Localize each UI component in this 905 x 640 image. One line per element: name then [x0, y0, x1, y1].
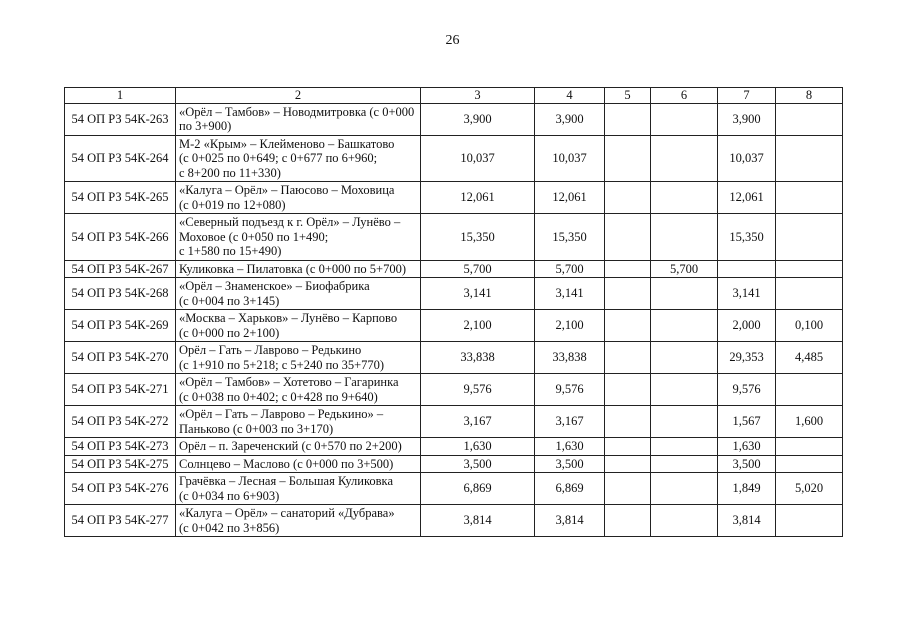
road-name-cell	[176, 278, 421, 310]
value-cell-c8	[776, 374, 843, 406]
value-cell-c3: 10,037	[421, 135, 535, 182]
value-cell-c7: 1,849	[718, 473, 776, 505]
table-row	[65, 455, 843, 473]
road-name-cell	[176, 473, 421, 505]
table-row	[65, 135, 843, 182]
value-cell-c6	[651, 374, 718, 406]
value-cell-c5	[605, 278, 651, 310]
road-name-line: «Калуга – Орёл» – Паюсово – Моховица	[179, 183, 395, 197]
road-name-line: «Орёл – Знаменское» – Биофабрика	[179, 279, 370, 293]
value-cell-c3: 12,061	[421, 182, 535, 214]
table-row	[65, 374, 843, 406]
road-code-cell: 54 ОП РЗ 54К-272	[65, 406, 176, 438]
value-cell-c5	[605, 214, 651, 261]
value-cell-c6	[651, 278, 718, 310]
value-cell-c8	[776, 260, 843, 278]
value-cell-c8	[776, 505, 843, 537]
table-row	[65, 182, 843, 214]
road-code-cell: 54 ОП РЗ 54К-268	[65, 278, 176, 310]
value-cell-c6	[651, 473, 718, 505]
value-cell-c5	[605, 135, 651, 182]
value-cell-c4: 1,630	[535, 438, 605, 456]
value-cell-c4: 33,838	[535, 342, 605, 374]
road-code-cell: 54 ОП РЗ 54К-270	[65, 342, 176, 374]
value-cell-c8	[776, 135, 843, 182]
value-cell-c5	[605, 182, 651, 214]
value-cell-c4: 3,814	[535, 505, 605, 537]
value-cell-c3: 33,838	[421, 342, 535, 374]
road-name-line: Орёл – Гать – Лаврово – Редькино	[179, 343, 362, 357]
value-cell-c7: 9,576	[718, 374, 776, 406]
value-cell-c6	[651, 438, 718, 456]
road-code-cell: 54 ОП РЗ 54К-277	[65, 505, 176, 537]
header-cell: 7	[718, 88, 776, 104]
road-name-line: «Северный подъезд к г. Орёл» – Лунёво –	[179, 215, 401, 229]
value-cell-c3: 3,167	[421, 406, 535, 438]
road-name-cell	[176, 342, 421, 374]
value-cell-c5	[605, 342, 651, 374]
value-cell-c3: 15,350	[421, 214, 535, 261]
value-cell-c5	[605, 260, 651, 278]
table-row	[65, 473, 843, 505]
value-cell-c6	[651, 182, 718, 214]
value-cell-c7: 3,500	[718, 455, 776, 473]
road-name-line: Солнцево – Маслово (с 0+000 по 3+500)	[179, 456, 394, 471]
road-code-cell: 54 ОП РЗ 54К-266	[65, 214, 176, 261]
table-row	[65, 406, 843, 438]
value-cell-c4: 15,350	[535, 214, 605, 261]
road-code-cell: 54 ОП РЗ 54К-267	[65, 260, 176, 278]
road-name-line: (с 0+042 по 3+856)	[179, 520, 280, 535]
value-cell-c3: 5,700	[421, 260, 535, 278]
value-cell-c5	[605, 505, 651, 537]
road-code-cell: 54 ОП РЗ 54К-273	[65, 438, 176, 456]
value-cell-c8	[776, 182, 843, 214]
value-cell-c3: 3,500	[421, 455, 535, 473]
road-name-cell	[176, 374, 421, 406]
road-code-cell: 54 ОП РЗ 54К-276	[65, 473, 176, 505]
value-cell-c6	[651, 103, 718, 135]
value-cell-c4: 3,141	[535, 278, 605, 310]
value-cell-c6	[651, 310, 718, 342]
value-cell-c8	[776, 278, 843, 310]
header-cell: 1	[65, 88, 176, 104]
header-cell: 2	[176, 88, 421, 104]
road-name-cell	[176, 182, 421, 214]
value-cell-c7: 1,630	[718, 438, 776, 456]
value-cell-c3: 3,814	[421, 505, 535, 537]
value-cell-c7: 1,567	[718, 406, 776, 438]
value-cell-c8	[776, 455, 843, 473]
road-code-cell: 54 ОП РЗ 54К-265	[65, 182, 176, 214]
value-cell-c8	[776, 214, 843, 261]
value-cell-c6	[651, 455, 718, 473]
road-name-line: (с 0+025 по 0+649; с 0+677 по 6+960;	[179, 151, 378, 165]
value-cell-c6	[651, 505, 718, 537]
value-cell-c6	[651, 135, 718, 182]
road-code-cell: 54 ОП РЗ 54К-275	[65, 455, 176, 473]
header-cell: 3	[421, 88, 535, 104]
road-name-line: Грачёвка – Лесная – Большая Куликовка	[179, 474, 393, 488]
value-cell-c8: 4,485	[776, 342, 843, 374]
value-cell-c7: 3,900	[718, 103, 776, 135]
table-row	[65, 505, 843, 537]
road-name-cell	[176, 103, 421, 135]
value-cell-c3: 9,576	[421, 374, 535, 406]
road-name-line: (с 0+034 по 6+903)	[179, 488, 280, 503]
value-cell-c4: 2,100	[535, 310, 605, 342]
value-cell-c3: 2,100	[421, 310, 535, 342]
table-row	[65, 342, 843, 374]
road-name-line: Куликовка – Пилатовка (с 0+000 по 5+700)	[179, 261, 407, 276]
road-name-line: с 1+580 по 15+490)	[179, 244, 282, 258]
road-name-line: (с 1+910 по 5+218; с 5+240 по 35+770)	[179, 357, 385, 372]
value-cell-c7: 29,353	[718, 342, 776, 374]
page-number: 26	[445, 33, 460, 48]
value-cell-c5	[605, 406, 651, 438]
value-cell-c6	[651, 214, 718, 261]
road-name-line: «Москва – Харьков» – Лунёво – Карпово	[179, 311, 398, 325]
road-name-line: «Калуга – Орёл» – санаторий «Дубрава»	[179, 506, 395, 520]
value-cell-c4: 3,167	[535, 406, 605, 438]
value-cell-c8: 0,100	[776, 310, 843, 342]
road-code-cell: 54 ОП РЗ 54К-269	[65, 310, 176, 342]
value-cell-c5	[605, 310, 651, 342]
value-cell-c8	[776, 103, 843, 135]
value-cell-c4: 6,869	[535, 473, 605, 505]
road-name-line: М-2 «Крым» – Клейменово – Башкатово	[179, 136, 395, 151]
road-code-cell: 54 ОП РЗ 54К-263	[65, 103, 176, 135]
table-row	[65, 278, 843, 310]
road-name-cell	[176, 260, 421, 278]
road-name-line: (с 0+019 по 12+080)	[179, 197, 286, 212]
header-cell: 4	[535, 88, 605, 104]
road-name-line: «Орёл – Тамбов» – Новодмитровка (с 0+000	[179, 104, 415, 119]
road-name-cell	[176, 135, 421, 182]
road-code-cell: 54 ОП РЗ 54К-271	[65, 374, 176, 406]
roads-table	[64, 87, 843, 537]
table-row	[65, 214, 843, 261]
value-cell-c5	[605, 103, 651, 135]
header-cell: 8	[776, 88, 843, 104]
value-cell-c5	[605, 473, 651, 505]
road-name-line: Паньково (с 0+003 по 3+170)	[179, 421, 334, 436]
value-cell-c8: 5,020	[776, 473, 843, 505]
value-cell-c7: 15,350	[718, 214, 776, 261]
value-cell-c7: 10,037	[718, 135, 776, 182]
road-name-cell	[176, 214, 421, 261]
road-name-cell	[176, 438, 421, 456]
value-cell-c7: 3,814	[718, 505, 776, 537]
value-cell-c3: 1,630	[421, 438, 535, 456]
value-cell-c5	[605, 374, 651, 406]
table-row	[65, 260, 843, 278]
value-cell-c7	[718, 260, 776, 278]
road-name-cell	[176, 406, 421, 438]
value-cell-c5	[605, 455, 651, 473]
road-name-cell	[176, 310, 421, 342]
value-cell-c4: 5,700	[535, 260, 605, 278]
road-code-cell: 54 ОП РЗ 54К-264	[65, 135, 176, 182]
road-name-cell	[176, 455, 421, 473]
value-cell-c4: 3,500	[535, 455, 605, 473]
header-cell: 6	[651, 88, 718, 104]
value-cell-c3: 6,869	[421, 473, 535, 505]
value-cell-c8	[776, 438, 843, 456]
value-cell-c6: 5,700	[651, 260, 718, 278]
road-name-line: (с 0+038 по 0+402; с 0+428 по 9+640)	[179, 389, 378, 404]
road-name-line: по 3+900)	[179, 119, 232, 133]
header-cell: 5	[605, 88, 651, 104]
value-cell-c5	[605, 438, 651, 456]
road-name-cell	[176, 505, 421, 537]
value-cell-c7: 2,000	[718, 310, 776, 342]
value-cell-c6	[651, 342, 718, 374]
road-name-line: (с 0+000 по 2+100)	[179, 325, 280, 340]
value-cell-c4: 9,576	[535, 374, 605, 406]
value-cell-c4: 3,900	[535, 103, 605, 135]
value-cell-c3: 3,141	[421, 278, 535, 310]
road-name-line: (с 0+004 по 3+145)	[179, 293, 280, 308]
road-name-line: с 8+200 по 11+330)	[179, 165, 281, 180]
table-row	[65, 310, 843, 342]
road-name-line: «Орёл – Тамбов» – Хотетово – Гагаринка	[179, 375, 399, 389]
table-body	[65, 103, 843, 537]
value-cell-c4: 10,037	[535, 135, 605, 182]
value-cell-c7: 3,141	[718, 278, 776, 310]
road-name-line: Моховое (с 0+050 по 1+490;	[179, 229, 329, 244]
table-row	[65, 103, 843, 135]
value-cell-c4: 12,061	[535, 182, 605, 214]
value-cell-c7: 12,061	[718, 182, 776, 214]
header-row	[65, 88, 843, 104]
value-cell-c8: 1,600	[776, 406, 843, 438]
road-name-line: Орёл – п. Зареченский (с 0+570 по 2+200)	[179, 439, 402, 453]
road-name-line: «Орёл – Гать – Лаврово – Редькино» –	[179, 407, 384, 421]
value-cell-c6	[651, 406, 718, 438]
table-row	[65, 438, 843, 456]
value-cell-c3: 3,900	[421, 103, 535, 135]
